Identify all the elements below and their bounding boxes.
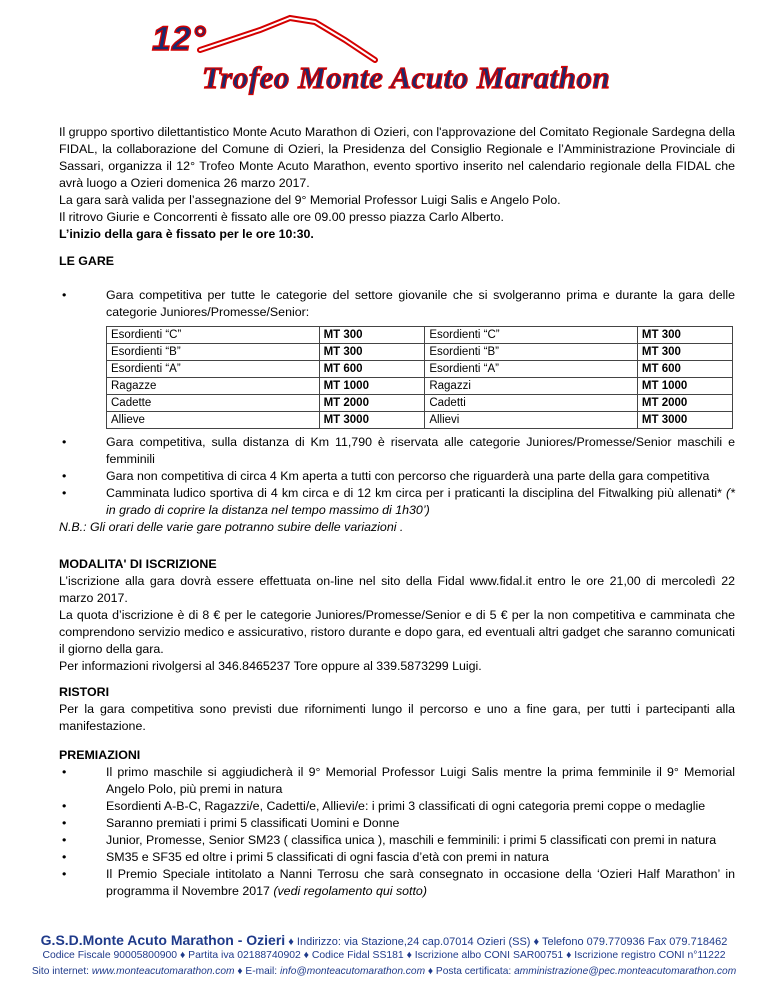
pec-label: ♦ Posta certificata: <box>425 966 515 977</box>
list-item-text: Junior, Promesse, Senior SM23 ( classifica unica ), maschili e femminili: i primi 5 classificati con premi in natura <box>106 833 717 847</box>
pec-link[interactable]: amministrazione@pec.monteacutomarathon.com <box>514 966 737 977</box>
refreshments-text: Per la gara competitiva sono previsti due rifornimenti lungo il percorso e uno a fine gara, per tutti i partecipanti alla manifestazione. <box>59 702 735 733</box>
table-row <box>107 412 733 429</box>
distance-cell: MT 600 <box>637 361 732 378</box>
intro-start-time: L’inizio della gara è fissato per le ore 10:30. <box>59 227 314 241</box>
table-row <box>107 378 733 395</box>
category-cell: Allieve <box>107 412 320 429</box>
bullet-icon: • <box>62 850 67 864</box>
list-item <box>59 798 735 815</box>
distance-cell: MT 300 <box>637 344 732 361</box>
list-item <box>59 287 735 321</box>
table-row <box>107 344 733 361</box>
category-cell: Esordienti “C” <box>425 327 638 344</box>
distance-cell: MT 300 <box>319 327 425 344</box>
list-item-note: (* in grado di coprire la distanza nel tempo massimo di 1h30’) <box>106 486 735 517</box>
list-item <box>59 815 735 832</box>
bullet-icon: • <box>62 867 67 881</box>
distance-cell: MT 300 <box>637 327 732 344</box>
event-title: Trofeo Monte Acuto Marathon <box>202 60 611 95</box>
category-cell: Esordienti “A” <box>425 361 638 378</box>
distance-cell: MT 300 <box>319 344 425 361</box>
refreshments-section <box>59 684 735 735</box>
bullet-icon: • <box>62 816 67 830</box>
refreshments-heading: RISTORI <box>59 685 110 699</box>
list-item <box>59 434 735 468</box>
categories-table <box>106 326 733 429</box>
bullet-icon: • <box>62 833 67 847</box>
distance-cell: MT 2000 <box>637 395 732 412</box>
list-item-text: Esordienti A-B-C, Ragazzi/e, Cadetti/e, Allievi/e: i primi 3 classificati di ogni categoria premi coppe o medaglie <box>106 799 706 813</box>
category-cell: Ragazzi <box>425 378 638 395</box>
bullet-icon: • <box>62 288 67 302</box>
table-row <box>107 361 733 378</box>
list-item <box>59 866 735 900</box>
list-item <box>59 832 735 849</box>
list-item <box>59 485 735 519</box>
table-row <box>107 327 733 344</box>
distance-cell: MT 1000 <box>319 378 425 395</box>
registration-online: L’iscrizione alla gara dovrà essere effettuata on-line nel sito della Fidal www.fidal.it entro le ore 21,00 di mercoledì 22 marzo 2017. <box>59 574 735 605</box>
club-address: ♦ Indirizzo: via Stazione,24 cap.07014 Ozieri (SS) ♦ Telefono 079.770936 Fax 079.718462 <box>285 936 728 948</box>
table-row <box>107 395 733 412</box>
bullet-icon: • <box>62 435 67 449</box>
footer-line-1 <box>0 932 768 948</box>
website-label: Sito internet: <box>31 966 92 977</box>
bullet-icon: • <box>62 469 67 483</box>
club-name: G.S.D.Monte Acuto Marathon - Ozieri <box>40 932 286 948</box>
intro-meeting: Il ritrovo Giurie e Concorrenti è fissato alle ore 09.00 presso piazza Carlo Alberto. <box>59 210 504 224</box>
intro-section <box>59 124 735 243</box>
email-label: ♦ E-mail: <box>234 966 280 977</box>
list-item-text: Gara competitiva, sulla distanza di Km 11,790 è riservata alle categorie Juniores/Promesse/Senior maschili e femminili <box>106 435 735 466</box>
category-cell: Esordienti “A” <box>107 361 320 378</box>
category-cell: Esordienti “B” <box>107 344 320 361</box>
website-link[interactable]: www.monteacutomarathon.com <box>91 966 235 977</box>
list-item-text: Camminata ludico sportiva di 4 km circa e di 12 km circa per i praticanti la disciplina del Fitwalking più allenati* <box>106 486 722 500</box>
category-cell: Allievi <box>425 412 638 429</box>
list-item-text: Gara competitiva per tutte le categorie del settore giovanile che si svolgeranno prima e durante la gara delle categorie Juniores/Promesse/Senior: <box>106 288 735 319</box>
list-item-text: Il primo maschile si aggiudicherà il 9° Memorial Professor Luigi Salis mentre la prima femminile il 9° Memorial Angelo Polo, più premi in natura <box>106 765 735 796</box>
registration-fee: La quota d’iscrizione è di 8 € per le categorie Juniores/Promesse/Senior e di 5 € per la non competitiva e camminata che comprendono servizio medico e assicurativo, ristoro durante e dopo gara, ed eventuali altri gadget che saranno comunicati il giorno della gara. <box>59 608 735 656</box>
registration-section <box>59 556 735 675</box>
distance-cell: MT 3000 <box>637 412 732 429</box>
races-heading: LE GARE <box>59 254 115 268</box>
bullet-icon: • <box>62 765 67 779</box>
bullet-icon: • <box>62 486 67 500</box>
distance-cell: MT 1000 <box>637 378 732 395</box>
registration-heading: MODALITA' DI ISCRIZIONE <box>59 557 217 571</box>
awards-section <box>59 747 735 900</box>
bullet-icon: • <box>62 799 67 813</box>
category-cell: Esordienti “B” <box>425 344 638 361</box>
list-item-text: Saranno premiati i primi 5 classificati Uomini e Donne <box>106 816 400 830</box>
list-item <box>59 468 735 485</box>
distance-cell: MT 600 <box>319 361 425 378</box>
list-item <box>59 764 735 798</box>
category-cell: Esordienti “C” <box>107 327 320 344</box>
list-item <box>59 849 735 866</box>
awards-list <box>59 764 735 900</box>
intro-paragraph: Il gruppo sportivo dilettantistico Monte Acuto Marathon di Ozieri, con l'approvazione del Comitato Regionale Sardegna della FIDAL, la collaborazione del Comune di Ozieri, la Presidenza del Consiglio Regionale e l’Amministrazione Provinciale di Sassari, organizza il 12° Trofeo Monte Acuto Marathon, evento sportivo inserito nel calendario regionale della FIDAL che avrà luogo a Ozieri domenica 26 marzo 2017. <box>59 125 735 190</box>
registration-contacts: Per informazioni rivolgersi al 346.8465237 Tore oppure al 339.5873299 Luigi. <box>59 659 482 673</box>
list-item-text: Gara non competitiva di circa 4 Km aperta a tutti con percorso che riguarderà una parte della gara competitiva <box>106 469 710 483</box>
distance-cell: MT 3000 <box>319 412 425 429</box>
category-cell: Cadette <box>107 395 320 412</box>
nb-note: N.B.: Gli orari delle varie gare potranno subire delle variazioni . <box>59 520 404 534</box>
edition-number: 12° <box>152 20 207 58</box>
footer-line-2: Codice Fiscale 90005800900 ♦ Partita iva 02188740902 ♦ Codice Fidal SS181 ♦ Iscrizione albo CONI SAR00751 ♦ Iscrizione registro CONI n°11222 <box>42 950 726 961</box>
footer-line-3 <box>0 966 768 977</box>
category-cell: Cadetti <box>425 395 638 412</box>
distance-cell: MT 2000 <box>319 395 425 412</box>
list-item-note: (vedi regolamento qui sotto) <box>273 884 427 898</box>
event-logo <box>140 10 630 106</box>
list-item-text: Il Premio Speciale intitolato a Nanni Terrosu che sarà consegnato in occasione della ‘Ozieri Half Marathon’ in programma il Novembre 2017 <box>106 867 735 898</box>
list-item-text: SM35 e SF35 ed oltre i primi 5 classificati di ogni fascia d’età con premi in natura <box>106 850 549 864</box>
intro-memorial: La gara sarà valida per l’assegnazione del 9° Memorial Professor Luigi Salis e Angelo Polo. <box>59 193 561 207</box>
awards-heading: PREMIAZIONI <box>59 748 141 762</box>
email-link[interactable]: info@monteacutomarathon.com <box>279 966 426 977</box>
races-section <box>59 253 735 536</box>
category-cell: Ragazze <box>107 378 320 395</box>
